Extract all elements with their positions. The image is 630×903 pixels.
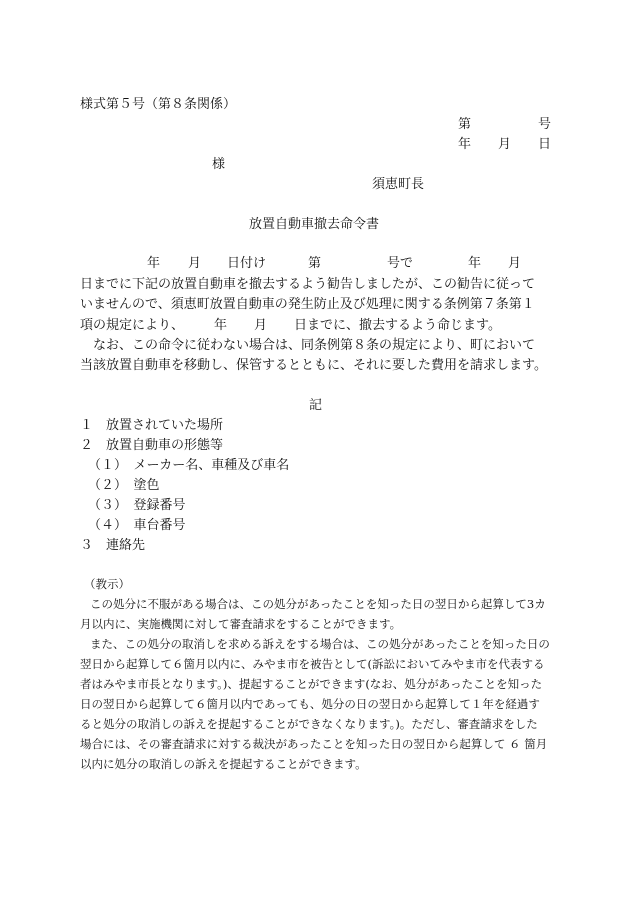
addressee-suffix: 様 [212,157,226,172]
item-location: １ 放置されていた場所 [80,418,224,433]
notice-p2-l4: 日の翌日から起算して６箇月以内であっても、処分の日の翌日から起算して１年を経過す [80,697,540,711]
ref-year: 年 [147,256,161,271]
body-line-5: なお、この命令に従わない場合は、同条例第８条の規定により、町において [93,338,536,353]
body-line-4a: 項の規定により、 [80,318,185,333]
doc-date-day: 日 [538,137,552,152]
ki-heading: 記 [309,398,323,413]
notice-p1-l2: 月以内に、実施機関に対して審査請求をすることができます。 [80,617,402,631]
item-color: （２） 塗色 [88,478,160,493]
notice-heading: （教示） [84,577,130,591]
body-line-6: 当該放置自動車を移動し、保管するとともに、それに要した費用を請求します。 [80,358,547,373]
notice-p1-l1: この処分に不服がある場合は、この処分があったことを知った日の翌日から起算して3カ [90,597,546,611]
ref-dated: 日付け [227,256,267,271]
doc-date-year: 年 [458,137,472,152]
form-number: 様式第５号（第８条関係） [80,97,237,112]
notice-p2-l2: 翌日から起算して６箇月以内に、みやま市を被告として(訴訟においてみやま市を代表する [80,657,545,671]
notice-p2-l7: 以内に処分の取消しの訴えを提起することができます。 [80,757,367,771]
item-maker: （１） メーカー名、車種及び車名 [88,458,290,473]
item-chassis: （４） 車台番号 [88,518,186,533]
ref-no-prefix: 第 [308,256,322,271]
deadline-year: 年 [468,256,482,271]
doc-number-prefix: 第 [458,117,472,132]
deadline-month: 月 [508,256,522,271]
notice-p2-l6: 場合には、その審査請求に対する裁決があったことを知った日の翌日から起算して ６ 箇月 [80,737,548,751]
doc-number-suffix: 号 [538,117,552,132]
body-line-4b: 日までに、撤去するよう命じます。 [294,318,501,333]
doc-date-month: 月 [498,137,512,152]
body-line-4-month: 月 [254,318,268,333]
item-registration: （３） 登録番号 [88,498,186,513]
ref-no-suffix: 号で [387,256,414,271]
item-vehicle-form: ２ 放置自動車の形態等 [80,438,224,453]
issuer: 須恵町長 [372,177,425,192]
document-title: 放置自動車撤去命令書 [249,217,380,232]
body-line-2: 日までに下記の放置自動車を撤去するよう勧告しましたが、この勧告に従って [80,277,536,292]
body-line-4-year: 年 [214,318,228,333]
notice-p2-l3: 者はみやま市長となります。)、提起することができます(なお、処分があったことを知った [80,677,543,691]
ref-month: 月 [188,256,202,271]
notice-p2-l1: また、この処分の取消しを求める訴えをする場合は、この処分があったことを知った日の [90,637,550,651]
item-contact: ３ 連絡先 [80,538,146,553]
notice-p2-l5: ると処分の取消しの訴えを提起することができなくなります。)。ただし、審査請求をした [80,717,538,731]
body-line-3: いませんので、須恵町放置自動車の発生防止及び処理に関する条例第７条第１ [80,297,535,312]
